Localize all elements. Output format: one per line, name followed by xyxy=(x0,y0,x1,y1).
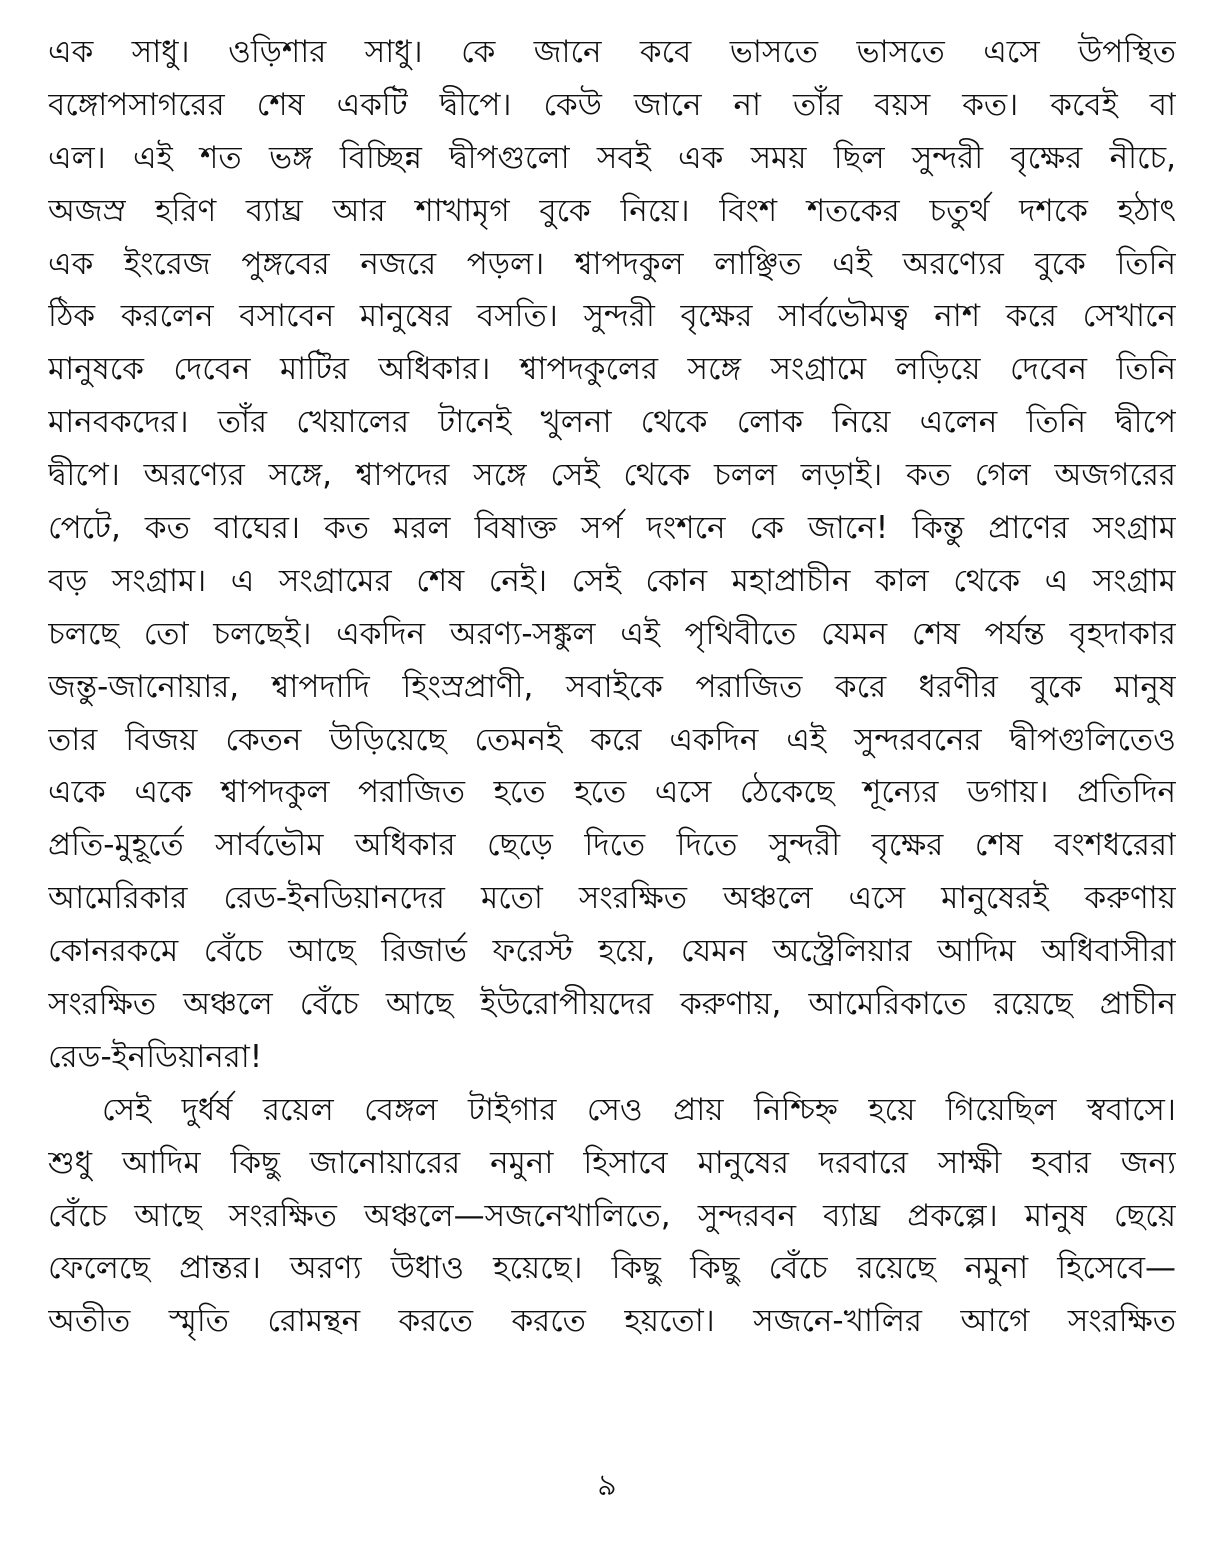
text-line: অতীত স্মৃতি রোমন্থন করতে করতে হয়তো। সজনে-খালির আগে সংরক্ষিত xyxy=(48,1303,1176,1340)
text-line: পেটে, কত বাঘের। কত মরল বিষাক্ত সর্প দংশনে কে জানে! কিন্তু প্রাণের সংগ্রাম xyxy=(48,510,1176,547)
text-line: মানুষকে দেবেন মাটির অধিকার। শ্বাপদকুলের সঙ্গে সংগ্রামে লড়িয়ে দেবেন তিনি xyxy=(48,351,1176,388)
text-line: মানবকদের। তাঁর খেয়ালের টানেই খুলনা থেকে লোক নিয়ে এলেন তিনি দ্বীপে xyxy=(48,404,1176,441)
paragraph-end-line: রেড-ইনডিয়ানরা! xyxy=(48,1038,263,1075)
text-line: এক সাধু। ওড়িশার সাধু। কে জানে কবে ভাসতে ভাসতে এসে উপস্থিত xyxy=(48,34,1176,70)
text-line: বেঁচে আছে সংরক্ষিত অঞ্চলে—সজনেখালিতে, সুন্দরবন ব্যাঘ্র প্রকল্পে। মানুষ ছেয়ে xyxy=(48,1197,1176,1234)
text-line: তার বিজয় কেতন উড়িয়েছে তেমনই করে একদিন এই সুন্দরবনের দ্বীপগুলিতেও xyxy=(48,721,1176,758)
page-number: ৯ xyxy=(597,1468,617,1503)
text-line: চলছে তো চলছেই। একদিন অরণ্য-সঙ্কুল এই পৃথিবীতে যেমন শেষ পর্যন্ত বৃহদাকার xyxy=(48,615,1176,652)
text-line: দ্বীপে। অরণ্যের সঙ্গে, শ্বাপদের সঙ্গে সেই থেকে চলল লড়াই। কত গেল অজগরের xyxy=(48,457,1176,494)
text-line: এক ইংরেজ পুঙ্গবের নজরে পড়ল। শ্বাপদকুল লাঞ্ছিত এই অরণ্যের বুকে তিনি xyxy=(48,245,1176,282)
text-line: অজস্র হরিণ ব্যাঘ্র আর শাখামৃগ বুকে নিয়ে। বিংশ শতকের চতুর্থ দশকে হঠাৎ xyxy=(48,192,1176,229)
paragraph-start-line: সেই দুর্ধর্ষ রয়েল বেঙ্গল টাইগার সেও প্রায় নিশ্চিহ্ন হয়ে গিয়েছিল স্ববাসে। xyxy=(102,1091,1176,1128)
text-line: ফেলেছে প্রান্তর। অরণ্য উধাও হয়েছে। কিছু কিছু বেঁচে রয়েছে নমুনা হিসেবে— xyxy=(48,1250,1176,1287)
body-text xyxy=(48,26,1176,1348)
text-line: একে একে শ্বাপদকুল পরাজিত হতে হতে এসে ঠেকেছে শূন্যের ডগায়। প্রতিদিন xyxy=(48,774,1176,811)
text-line: বঙ্গোপসাগরের শেষ একটি দ্বীপে। কেউ জানে না তাঁর বয়স কত। কবেই বা xyxy=(48,86,1176,123)
text-line: শুধু আদিম কিছু জানোয়ারের নমুনা হিসাবে মানুষের দরবারে সাক্ষী হবার জন্য xyxy=(48,1144,1176,1181)
text-line: কোনরকমে বেঁচে আছে রিজার্ভ ফরেস্ট হয়ে, যেমন অস্ট্রেলিয়ার আদিম অধিবাসীরা xyxy=(48,933,1176,970)
text-line: সংরক্ষিত অঞ্চলে বেঁচে আছে ইউরোপীয়দের করুণায়, আমেরিকাতে রয়েছে প্রাচীন xyxy=(48,986,1176,1023)
text-line: জন্তু-জানোয়ার, শ্বাপদাদি হিংস্রপ্রাণী, সবাইকে পরাজিত করে ধরণীর বুকে মানুষ xyxy=(48,668,1176,705)
text-line: আমেরিকার রেড-ইনডিয়ানদের মতো সংরক্ষিত অঞ্চলে এসে মানুষেরই করুণায় xyxy=(48,880,1176,917)
text-line: এল। এই শত ভঙ্গ বিচ্ছিন্ন দ্বীপগুলো সবই এক সময় ছিল সুন্দরী বৃক্ষের নীচে, xyxy=(48,139,1176,176)
text-line: বড় সংগ্রাম। এ সংগ্রামের শেষ নেই। সেই কোন মহাপ্রাচীন কাল থেকে এ সংগ্রাম xyxy=(48,562,1176,599)
text-line: ঠিক করলেন বসাবেন মানুষের বসতি। সুন্দরী বৃক্ষের সার্বভৌমত্ব নাশ করে সেখানে xyxy=(48,298,1176,335)
text-line: প্রতি-মুহূর্তে সার্বভৌম অধিকার ছেড়ে দিতে দিতে সুন্দরী বৃক্ষের শেষ বংশধরেরা xyxy=(48,827,1176,864)
